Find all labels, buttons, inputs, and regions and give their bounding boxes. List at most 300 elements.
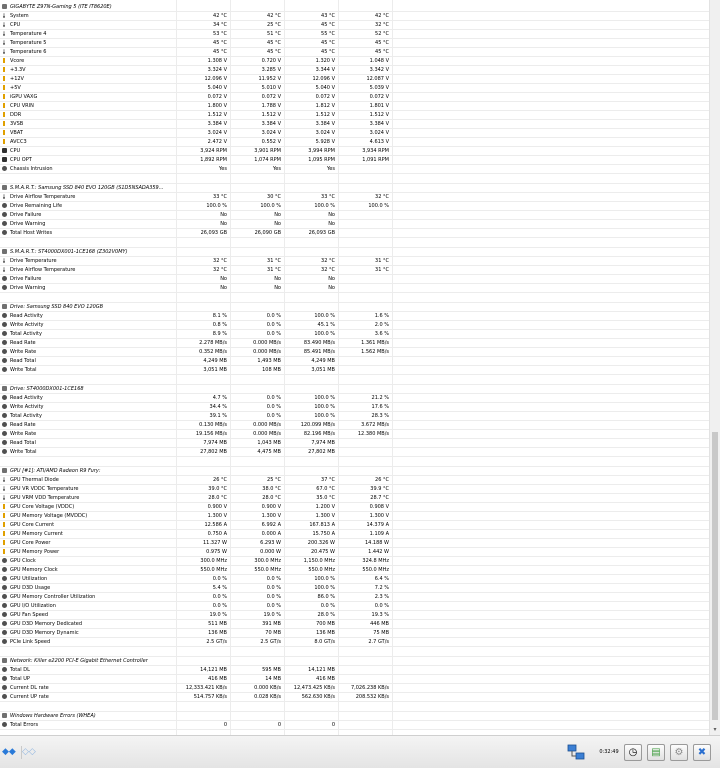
sensor-label <box>0 330 176 339</box>
current-value: 5.040 V <box>207 85 227 91</box>
sensor-label <box>0 75 176 84</box>
sensor-row[interactable] <box>0 394 709 403</box>
settings-button[interactable] <box>670 744 688 761</box>
navigate-previous-icon[interactable]: ◆◆ <box>2 747 16 757</box>
minimum-value: No <box>274 276 281 282</box>
status-icon <box>2 166 7 171</box>
sensor-label <box>0 557 176 566</box>
sensor-row[interactable] <box>0 330 709 339</box>
minimum-value: 0.072 V <box>261 94 281 100</box>
minimum-value: 0.000 MB/s <box>253 422 281 428</box>
sensor-label-text: Read Rate <box>10 422 36 428</box>
section-header[interactable] <box>0 467 709 476</box>
average-value: 5.039 V <box>369 85 389 91</box>
average-value: 2.0 % <box>374 322 389 328</box>
usage-icon <box>2 322 7 327</box>
sensor-row[interactable] <box>0 129 709 138</box>
average-value <box>338 357 392 366</box>
section-title-text: Drive: ST4000DX001-1CE168 <box>10 386 84 392</box>
sensor-label-text: Total DL <box>10 667 30 673</box>
average-value <box>338 721 392 730</box>
drive-icon <box>2 386 7 391</box>
sensor-label-text: GPU Memory Power <box>10 549 60 555</box>
current-value: 4,249 MB <box>203 358 227 364</box>
section-header[interactable] <box>0 657 709 666</box>
thermometer-icon <box>3 267 5 272</box>
sensor-label-text: Current DL rate <box>10 685 49 691</box>
minimum-value: 0.0 % <box>266 395 281 401</box>
maximum-value: 15.750 A <box>312 531 335 537</box>
sensor-row[interactable] <box>0 321 709 330</box>
minimum-value: 0.0 % <box>266 603 281 609</box>
average-value: 1.048 V <box>369 58 389 64</box>
drive-icon <box>2 249 7 254</box>
average-value: 3,934 RPM <box>362 148 389 154</box>
sensor-row[interactable] <box>0 48 709 57</box>
usage-icon <box>2 349 7 354</box>
close-button[interactable] <box>693 744 711 761</box>
sensor-label-text: GPU D3D Memory Dedicated <box>10 621 83 627</box>
sensor-row[interactable] <box>0 220 709 229</box>
minimum-value: No <box>274 285 281 291</box>
current-value: 0.8 % <box>212 322 227 328</box>
sensor-row[interactable] <box>0 39 709 48</box>
usage-icon <box>2 594 7 599</box>
current-value: 12,333.421 KB/s <box>185 685 227 691</box>
sensor-label <box>0 339 176 348</box>
current-value: 1,892 RPM <box>200 157 227 163</box>
minimum-value: 0.000 MB/s <box>253 349 281 355</box>
minimum-value: 0.0 % <box>266 594 281 600</box>
maximum-value: 45 °C <box>321 22 335 28</box>
sensor-row[interactable] <box>0 439 709 448</box>
sensor-label-text: Read Rate <box>10 340 36 346</box>
sensor-label-text: Drive Temperature <box>10 258 57 264</box>
navigate-next-icon[interactable]: ◇◇ <box>21 746 41 759</box>
sensor-row[interactable] <box>0 403 709 412</box>
average-value: 21.2 % <box>371 395 389 401</box>
maximum-value: 100.0 % <box>314 313 335 319</box>
sensor-label <box>0 421 176 430</box>
average-value <box>338 211 392 220</box>
current-value: 3.384 V <box>207 121 227 127</box>
minimum-value: 6.992 A <box>261 522 281 528</box>
sensor-row[interactable] <box>0 602 709 611</box>
minimum-value: 6.293 W <box>260 540 281 546</box>
sensor-row[interactable] <box>0 675 709 684</box>
average-value: 26 °C <box>375 477 389 483</box>
sensor-label-text: PCIe Link Speed <box>10 639 51 645</box>
sensor-label-text: GPU Utilization <box>10 576 48 582</box>
sensor-row[interactable] <box>0 412 709 421</box>
sensor-label <box>0 403 176 412</box>
sensor-row[interactable] <box>0 530 709 539</box>
column-gridline <box>284 0 285 735</box>
sensor-row[interactable] <box>0 539 709 548</box>
status-icon <box>2 276 7 281</box>
sensor-label <box>0 156 176 165</box>
sensor-row[interactable] <box>0 430 709 439</box>
sensor-row[interactable] <box>0 638 709 647</box>
maximum-value: 0.072 V <box>315 94 335 100</box>
sensor-row[interactable] <box>0 521 709 530</box>
sensor-label-text: VBAT <box>10 130 23 136</box>
sensor-row[interactable] <box>0 111 709 120</box>
sensor-label <box>0 602 176 611</box>
average-value: 1.801 V <box>369 103 389 109</box>
sensor-label-text: Total Host Writes <box>10 230 53 236</box>
sensor-row[interactable] <box>0 666 709 675</box>
average-value: 32 °C <box>375 194 389 200</box>
sensor-row[interactable] <box>0 339 709 348</box>
current-value: 32 °C <box>213 258 227 264</box>
average-value: 31 °C <box>375 258 389 264</box>
usage-icon <box>2 667 7 672</box>
section-spacer <box>0 702 709 712</box>
usage-icon <box>2 331 7 336</box>
maximum-value: 67.0 °C <box>316 486 335 492</box>
report-icon: ▤ <box>651 747 661 758</box>
current-value: 1.308 V <box>207 58 227 64</box>
average-value: 4.613 V <box>369 139 389 145</box>
minimum-value: 14 MB <box>265 676 281 682</box>
average-value: 19.3 % <box>371 612 389 618</box>
average-value: 28.3 % <box>371 413 389 419</box>
section-title-text: GIGABYTE Z97N-Gaming 5 (ITE IT8620E) <box>10 4 112 10</box>
status-icon <box>2 285 7 290</box>
sensor-row[interactable] <box>0 75 709 84</box>
sensor-label-text: Write Rate <box>10 431 37 437</box>
current-value: 1.800 V <box>207 103 227 109</box>
maximum-value: 35.0 °C <box>316 495 335 501</box>
sensor-row[interactable] <box>0 575 709 584</box>
thermometer-icon <box>3 22 5 27</box>
average-value <box>338 675 392 684</box>
section-header[interactable] <box>0 385 709 394</box>
sensor-label <box>0 566 176 575</box>
sensor-label-text: Total Errors <box>10 722 39 728</box>
maximum-value: 1.300 V <box>315 513 335 519</box>
minimum-value: 1,493 MB <box>257 358 281 364</box>
maximum-value: 0 <box>331 722 335 728</box>
section-header[interactable] <box>0 712 709 721</box>
gear-icon: ⚙ <box>674 747 684 758</box>
voltage-icon <box>3 112 5 117</box>
minimum-value: 0.0 % <box>266 313 281 319</box>
sensor-row[interactable] <box>0 357 709 366</box>
average-value <box>338 666 392 675</box>
sensor-row[interactable] <box>0 494 709 503</box>
usage-icon <box>2 558 7 563</box>
thermometer-icon <box>3 194 5 199</box>
maximum-value: 100.0 % <box>314 404 335 410</box>
average-value: 2.3 % <box>374 594 389 600</box>
maximum-value: 100.0 % <box>314 331 335 337</box>
current-value: 2.472 V <box>207 139 227 145</box>
sensor-label-text: Write Total <box>10 367 37 373</box>
current-value: 12.586 A <box>204 522 227 528</box>
sensor-label <box>0 485 176 494</box>
sensor-label-text: CPU OPT <box>10 157 32 163</box>
sensor-label <box>0 111 176 120</box>
sensor-row[interactable] <box>0 202 709 211</box>
sensor-label <box>0 312 176 321</box>
average-value <box>338 229 392 238</box>
sensor-row[interactable] <box>0 93 709 102</box>
sensor-row[interactable] <box>0 30 709 39</box>
sensor-row[interactable] <box>0 312 709 321</box>
voltage-icon <box>3 139 5 144</box>
sensor-label-text: Temperature 6 <box>10 49 47 55</box>
average-value: 28.7 °C <box>370 495 389 501</box>
report-button[interactable] <box>647 744 665 761</box>
current-value: 8.1 % <box>212 313 227 319</box>
usage-icon <box>2 367 7 372</box>
thermometer-icon <box>3 486 5 491</box>
current-value: 0.072 V <box>207 94 227 100</box>
sensor-row[interactable] <box>0 584 709 593</box>
sensor-label-text: GPU D3D Memory Dynamic <box>10 630 79 636</box>
maximum-value: 100.0 % <box>314 413 335 419</box>
sensor-row[interactable] <box>0 156 709 165</box>
sensor-label <box>0 321 176 330</box>
sensor-label-text: Read Activity <box>10 395 43 401</box>
current-value: 19.156 MB/s <box>195 431 227 437</box>
usage-icon <box>2 440 7 445</box>
sensor-row[interactable] <box>0 721 709 730</box>
sensor-row[interactable] <box>0 684 709 693</box>
average-value: 6.4 % <box>374 576 389 582</box>
usage-icon <box>2 639 7 644</box>
voltage-icon <box>3 549 5 554</box>
usage-icon <box>2 449 7 454</box>
current-value: 28.0 °C <box>208 495 227 501</box>
sensor-label <box>0 593 176 602</box>
sensor-label-text: GPU Memory Clock <box>10 567 58 573</box>
sensor-row[interactable] <box>0 693 709 702</box>
average-value: 3.672 MB/s <box>361 422 389 428</box>
section-title <box>0 385 176 394</box>
maximum-value: 562.630 KB/s <box>301 694 335 700</box>
current-value: 100.0 % <box>206 203 227 209</box>
sensor-label-text: Current UP rate <box>10 694 49 700</box>
minimum-value: 1.788 V <box>261 103 281 109</box>
sensor-label <box>0 165 176 174</box>
sensor-row[interactable] <box>0 102 709 111</box>
voltage-icon <box>3 94 5 99</box>
current-value: No <box>220 276 227 282</box>
usage-icon <box>2 395 7 400</box>
average-value: 324.8 MHz <box>362 558 389 564</box>
section-title-text: S.M.A.R.T.: Samsung SSD 840 EVO 120GB (S1D5NSADA359... <box>10 185 164 191</box>
maximum-value: 8.0 GT/s <box>314 639 335 645</box>
vertical-scrollbar[interactable] <box>709 0 720 735</box>
sensor-label-text: Read Total <box>10 440 36 446</box>
elapsed-time-clock: 0:32:49 <box>599 749 619 755</box>
usage-icon <box>2 585 7 590</box>
section-header[interactable] <box>0 3 709 12</box>
sensor-label-text: GPU Core Voltage (VDDC) <box>10 504 75 510</box>
sensor-row[interactable] <box>0 593 709 602</box>
minimum-value: 0.0 % <box>266 585 281 591</box>
sensor-row[interactable] <box>0 611 709 620</box>
usage-icon <box>2 630 7 635</box>
sensor-row[interactable] <box>0 566 709 575</box>
maximum-value: 5.928 V <box>315 139 335 145</box>
timer-button[interactable] <box>624 744 642 761</box>
minimum-value: 1,074 RPM <box>254 157 281 163</box>
sensor-label-text: Drive Airflow Temperature <box>10 194 76 200</box>
sensor-label-text: Temperature 4 <box>10 31 47 37</box>
sensor-row[interactable] <box>0 165 709 174</box>
minimum-value: 3.384 V <box>261 121 281 127</box>
maximum-value: 1.512 V <box>315 112 335 118</box>
sensor-row[interactable] <box>0 138 709 147</box>
current-value: 1.300 V <box>207 513 227 519</box>
average-value: 45 °C <box>375 49 389 55</box>
sensor-label-text: Vcore <box>10 58 25 64</box>
chip-icon <box>2 4 7 9</box>
minimum-value: 108 MB <box>262 367 281 373</box>
section-header[interactable] <box>0 303 709 312</box>
current-value: 0.750 A <box>207 531 227 537</box>
scrollbar-thumb[interactable] <box>712 432 718 720</box>
sensor-row[interactable] <box>0 366 709 375</box>
sensor-row[interactable] <box>0 512 709 521</box>
status-icon <box>2 230 7 235</box>
sensor-label <box>0 220 176 229</box>
minimum-value: 30 °C <box>267 194 281 200</box>
maximum-value: 3,051 MB <box>311 367 335 373</box>
sensor-label <box>0 675 176 684</box>
sensor-row[interactable] <box>0 275 709 284</box>
maximum-value: No <box>328 285 335 291</box>
current-value: 26 °C <box>213 477 227 483</box>
sensor-row[interactable] <box>0 284 709 293</box>
maximum-value: 26,093 GB <box>308 230 335 236</box>
current-value: 11.327 W <box>202 540 227 546</box>
sensor-row[interactable] <box>0 485 709 494</box>
section-title <box>0 467 176 476</box>
minimum-value: 42 °C <box>267 13 281 19</box>
minimum-value: 1,043 MB <box>257 440 281 446</box>
sensor-row[interactable] <box>0 629 709 638</box>
sensor-row[interactable] <box>0 84 709 93</box>
average-value: 2.7 GT/s <box>368 639 389 645</box>
average-value <box>338 284 392 293</box>
maximum-value: 5.040 V <box>315 85 335 91</box>
sensor-row[interactable] <box>0 266 709 275</box>
sensor-row[interactable] <box>0 193 709 202</box>
sensor-row[interactable] <box>0 448 709 457</box>
sensor-row[interactable] <box>0 229 709 238</box>
maximum-value: 12.096 V <box>312 76 335 82</box>
fan-icon <box>2 157 7 162</box>
sensor-label <box>0 476 176 485</box>
sensor-label <box>0 21 176 30</box>
sensor-row[interactable] <box>0 421 709 430</box>
maximum-value: 12,473.425 KB/s <box>293 685 335 691</box>
sensor-row[interactable] <box>0 548 709 557</box>
current-value: 45 °C <box>213 40 227 46</box>
section-header[interactable] <box>0 248 709 257</box>
maximum-value: 28.0 % <box>317 612 335 618</box>
maximum-value: 3.024 V <box>315 130 335 136</box>
sensor-label-text: Drive Warning <box>10 285 46 291</box>
section-spacer <box>0 647 709 657</box>
sensor-label <box>0 611 176 620</box>
sensor-label-text: +12V <box>10 76 24 82</box>
sensor-row[interactable] <box>0 620 709 629</box>
usage-icon <box>2 340 7 345</box>
minimum-value: 595 MB <box>262 667 281 673</box>
scroll-down-arrow-icon[interactable]: ▾ <box>713 726 717 733</box>
sensor-row[interactable] <box>0 12 709 21</box>
average-value: 14.188 W <box>364 540 389 546</box>
network-icon[interactable] <box>566 742 586 762</box>
sensor-label <box>0 39 176 48</box>
sensor-label <box>0 348 176 357</box>
column-gridline <box>176 0 177 735</box>
average-value <box>338 220 392 229</box>
maximum-value: 100.0 % <box>314 585 335 591</box>
section-header[interactable] <box>0 184 709 193</box>
sensor-row[interactable] <box>0 476 709 485</box>
sensor-row[interactable] <box>0 348 709 357</box>
sensor-row[interactable] <box>0 147 709 156</box>
average-value <box>338 366 392 375</box>
minimum-value: 100.0 % <box>260 203 281 209</box>
thermometer-icon <box>3 495 5 500</box>
thermometer-icon <box>3 40 5 45</box>
sensor-label <box>0 494 176 503</box>
sensor-label <box>0 147 176 156</box>
average-value: 12.087 V <box>366 76 389 82</box>
status-icon <box>2 203 7 208</box>
average-value: 42 °C <box>375 13 389 19</box>
sensor-row[interactable] <box>0 57 709 66</box>
sensor-label <box>0 30 176 39</box>
sensor-row[interactable] <box>0 211 709 220</box>
sensor-label <box>0 430 176 439</box>
sensor-label <box>0 584 176 593</box>
sensor-label-text: GPU Memory Current <box>10 531 63 537</box>
sensor-label-text: GPU VR VDDC Temperature <box>10 486 79 492</box>
maximum-value: 136 MB <box>316 630 335 636</box>
current-value: 511 MB <box>208 621 227 627</box>
current-value: No <box>220 212 227 218</box>
sensor-label-text: Write Activity <box>10 322 44 328</box>
sensor-row[interactable] <box>0 503 709 512</box>
current-value: 32 °C <box>213 267 227 273</box>
voltage-icon <box>3 76 5 81</box>
current-value: 7,974 MB <box>203 440 227 446</box>
maximum-value: 7,974 MB <box>311 440 335 446</box>
sensor-row[interactable] <box>0 257 709 266</box>
minimum-value: 3.024 V <box>261 130 281 136</box>
minimum-value: 0.552 V <box>261 139 281 145</box>
current-value: 0.0 % <box>212 576 227 582</box>
sensor-row[interactable] <box>0 120 709 129</box>
maximum-value: 43 °C <box>321 13 335 19</box>
minimum-value: 19.0 % <box>263 612 281 618</box>
maximum-value: 33 °C <box>321 194 335 200</box>
sensor-row[interactable] <box>0 21 709 30</box>
sensor-row[interactable] <box>0 557 709 566</box>
thermometer-icon <box>3 49 5 54</box>
sensor-row[interactable] <box>0 66 709 75</box>
maximum-value: 1.320 V <box>315 58 335 64</box>
